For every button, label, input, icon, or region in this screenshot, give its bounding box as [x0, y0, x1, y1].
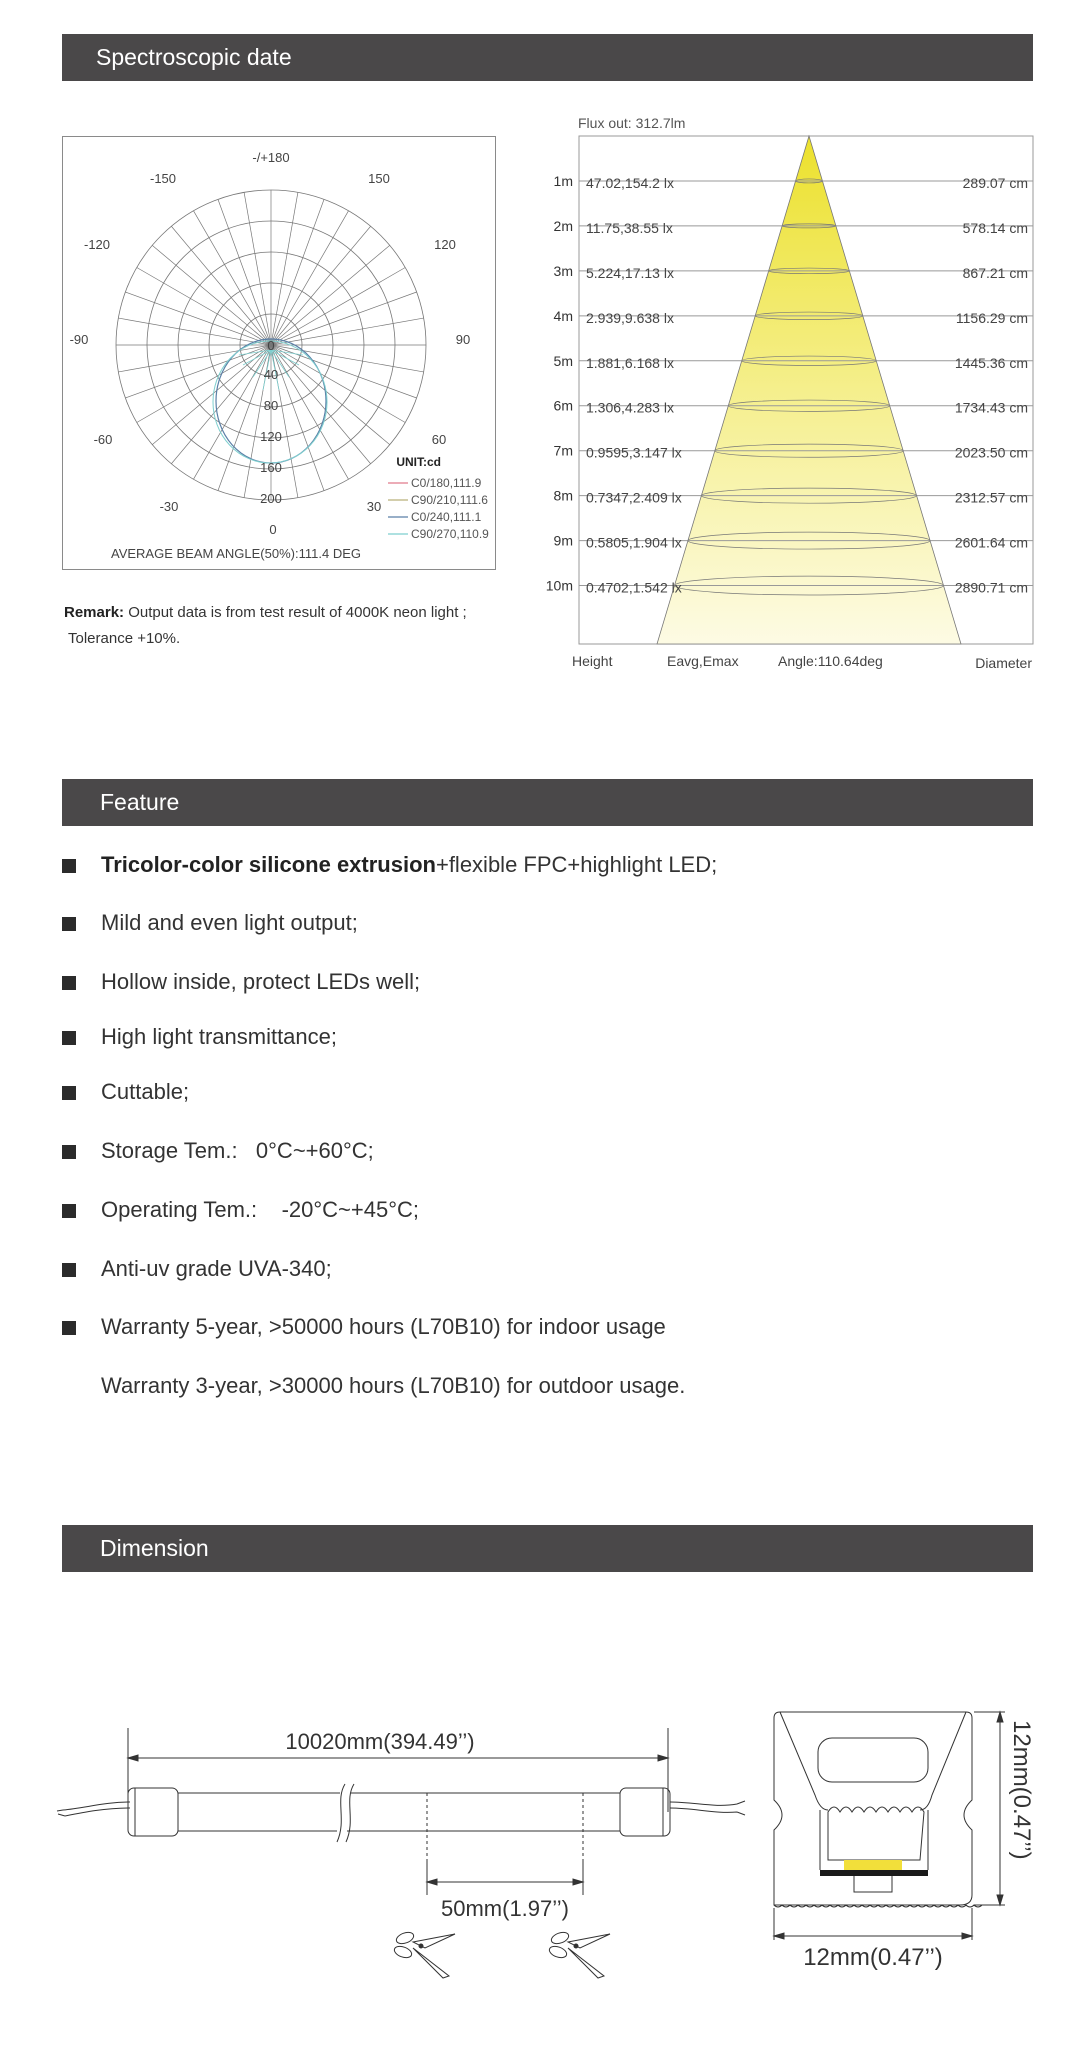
- remark-note: [64, 600, 534, 652]
- feature-text: Warranty 3-year, >30000 hours (L70B10) for outdoor usage.: [101, 1373, 686, 1398]
- remark-tolerance: Tolerance +10%.: [68, 630, 181, 647]
- cone-height-label: 2m: [553, 217, 573, 234]
- arrow-right: [573, 1879, 583, 1885]
- arrow-up: [997, 1712, 1003, 1722]
- cone-height-label: 3m: [553, 262, 573, 279]
- length-label: 10020mm(394.49’’): [285, 1729, 475, 1754]
- cone-illuminance-label: 0.7347,2.409 lx: [586, 489, 682, 506]
- polar-angle-label: -90: [69, 332, 89, 347]
- spectroscopic-section-header: [62, 34, 1033, 81]
- bullet-icon: [62, 1031, 76, 1045]
- width-label: 12mm(0.47’’): [803, 1944, 943, 1971]
- cone-diameter-label: 2312.57 cm: [954, 489, 1028, 506]
- cone-illuminance-label: 0.5805,1.904 lx: [586, 534, 682, 551]
- feature-text: Anti-uv grade UVA-340;: [101, 1256, 332, 1281]
- wire-right: [670, 1801, 745, 1815]
- hollow-cavity: [818, 1738, 928, 1782]
- profile-inner: [780, 1712, 966, 1810]
- cone-height-label: 7m: [553, 442, 573, 459]
- feature-text: Hollow inside, protect LEDs well;: [101, 969, 421, 994]
- feature-section-header: [62, 779, 1033, 826]
- polar-angle-label: 0: [269, 522, 277, 537]
- polar-angle-label: 30: [366, 499, 382, 514]
- cone-height-label: 1m: [553, 172, 573, 189]
- cone-footer-eavg: Eavg,Emax: [667, 653, 739, 669]
- polar-legend: [388, 476, 489, 541]
- polar-top-label: -/+180: [252, 150, 290, 165]
- polar-diagram: [63, 137, 495, 569]
- cone-illuminance-label: 47.02,154.2 lx: [586, 174, 674, 191]
- bullet-icon: [62, 1145, 76, 1159]
- cone-diameter-label: 2890.71 cm: [954, 579, 1028, 596]
- dimension-section-header: [62, 1525, 1033, 1572]
- arrow-right: [658, 1755, 668, 1761]
- bullet-icon: [62, 1086, 76, 1100]
- arrow-down: [997, 1895, 1003, 1905]
- fpc-board: [820, 1870, 928, 1876]
- cone-height-label: 4m: [553, 307, 573, 324]
- remark-label: Remark:: [64, 604, 125, 621]
- cone-footer-angle: Angle:110.64deg: [778, 653, 883, 669]
- bullet-icon: [62, 1204, 76, 1218]
- section-title: Dimension: [100, 1535, 209, 1561]
- beam-angle-label: AVERAGE BEAM ANGLE(50%):111.4 DEG: [111, 546, 361, 561]
- cone-diameter-label: 867.21 cm: [962, 264, 1028, 281]
- cone-diameter-label: 1734.43 cm: [954, 399, 1028, 416]
- arrow-left: [128, 1755, 138, 1761]
- height-label: 12mm(0.47’’): [1008, 1720, 1035, 1860]
- cone-illuminance-label: 0.4702,1.542 lx: [586, 579, 682, 596]
- polar-angle-label: -60: [93, 432, 113, 447]
- cone-diameter-label: 1445.36 cm: [954, 354, 1028, 371]
- cone-diameter-label: 1156.29 cm: [955, 309, 1028, 326]
- feature-text: High light transmittance;: [101, 1024, 337, 1049]
- feature-text: Warranty 5-year, >50000 hours (L70B10) for indoor usage: [101, 1314, 666, 1339]
- feature-text: Storage Tem.: 0°C~+60°C;: [101, 1138, 374, 1163]
- arrow-right: [962, 1933, 972, 1939]
- cone-illuminance-label: 5.224,17.13 lx: [586, 264, 674, 281]
- lens-wave: [828, 1807, 924, 1860]
- cone-height-label: 6m: [553, 397, 573, 414]
- polar-angle-label: 120: [434, 237, 456, 252]
- flux-label: Flux out: 312.7lm: [578, 115, 686, 131]
- bullet-icon: [62, 976, 76, 990]
- cone-shape: [657, 136, 961, 644]
- bullet-icon: [62, 917, 76, 931]
- bottom-texture: [774, 1905, 982, 1907]
- cone-footer-diameter: Diameter: [975, 655, 1032, 671]
- feature-text: Cuttable;: [101, 1079, 190, 1104]
- polar-radial-label: 120: [260, 429, 282, 444]
- polar-angle-label: 60: [431, 432, 447, 447]
- scissors-icon: [548, 1930, 610, 1978]
- feature-text: [101, 852, 717, 878]
- remark-line: [64, 600, 534, 626]
- bullet-icon: [62, 1263, 76, 1277]
- wire-left: [57, 1802, 130, 1816]
- feature-bold: Tricolor-color silicone extrusion: [101, 852, 436, 877]
- cone-height-label: 8m: [553, 487, 573, 504]
- polar-radial-label: 0: [267, 338, 275, 353]
- arrow-left: [427, 1879, 437, 1885]
- cone-diameter-label: 2601.64 cm: [954, 534, 1028, 551]
- feature-text: Mild and even light output;: [101, 910, 358, 935]
- polar-angle-label: -120: [83, 237, 111, 252]
- cone-illuminance-label: 0.9595,3.147 lx: [586, 444, 682, 461]
- cut-length-label: 50mm(1.97’’): [441, 1896, 569, 1921]
- polar-unit-label: UNIT:cd: [396, 455, 441, 469]
- polar-radial-label: 40: [263, 367, 279, 382]
- polar-angle-label: -150: [149, 171, 177, 186]
- cone-diameter-label: 578.14 cm: [962, 219, 1028, 236]
- feature-rest: +flexible FPC+highlight LED;: [435, 852, 718, 877]
- legend-entry: C0/240,111.1: [411, 510, 482, 524]
- cone-diameter-label: 289.07 cm: [962, 174, 1028, 191]
- polar-radial-label: 80: [263, 398, 279, 413]
- section-title: Spectroscopic date: [96, 44, 292, 70]
- remark-text: Output data is from test result of 4000K neon light ;: [124, 604, 467, 621]
- legend-entry: C0/180,111.9: [411, 476, 482, 490]
- cone-illuminance-label: 1.881,6.168 lx: [586, 354, 674, 371]
- feature-text: Operating Tem.: -20°C~+45°C;: [101, 1197, 420, 1222]
- section-title: Feature: [100, 789, 180, 815]
- cone-illuminance-label: 11.75,38.55 lx: [586, 219, 673, 236]
- cone-height-label: 10m: [545, 577, 573, 594]
- polar-radial-label: 200: [260, 491, 282, 506]
- cone-footer-height: Height: [572, 653, 613, 669]
- strip-length-drawing: [55, 1700, 765, 2000]
- cone-diameter-label: 2023.50 cm: [954, 444, 1028, 461]
- cross-section-drawing: [760, 1700, 1060, 2000]
- polar-angle-label: 150: [368, 171, 390, 186]
- legend-entry: C90/210,111.6: [411, 493, 488, 507]
- bullet-icon: [62, 1321, 76, 1335]
- illuminance-cone-diagram: [520, 108, 1040, 678]
- cone-height-label: 9m: [553, 532, 573, 549]
- legend-entry: C90/270,110.9: [411, 527, 489, 541]
- scissors-icon: [393, 1930, 455, 1978]
- cone-height-label: 5m: [553, 352, 573, 369]
- polar-diagram-frame: [62, 136, 496, 570]
- cone-illuminance-label: 2.939,9.638 lx: [586, 309, 674, 326]
- polar-angle-label: 90: [455, 332, 471, 347]
- cone-illuminance-label: 1.306,4.283 lx: [586, 399, 674, 416]
- polar-angle-label: -30: [159, 499, 179, 514]
- bullet-icon: [62, 859, 76, 873]
- polar-radial-label: 160: [260, 460, 282, 475]
- arrow-left: [774, 1933, 784, 1939]
